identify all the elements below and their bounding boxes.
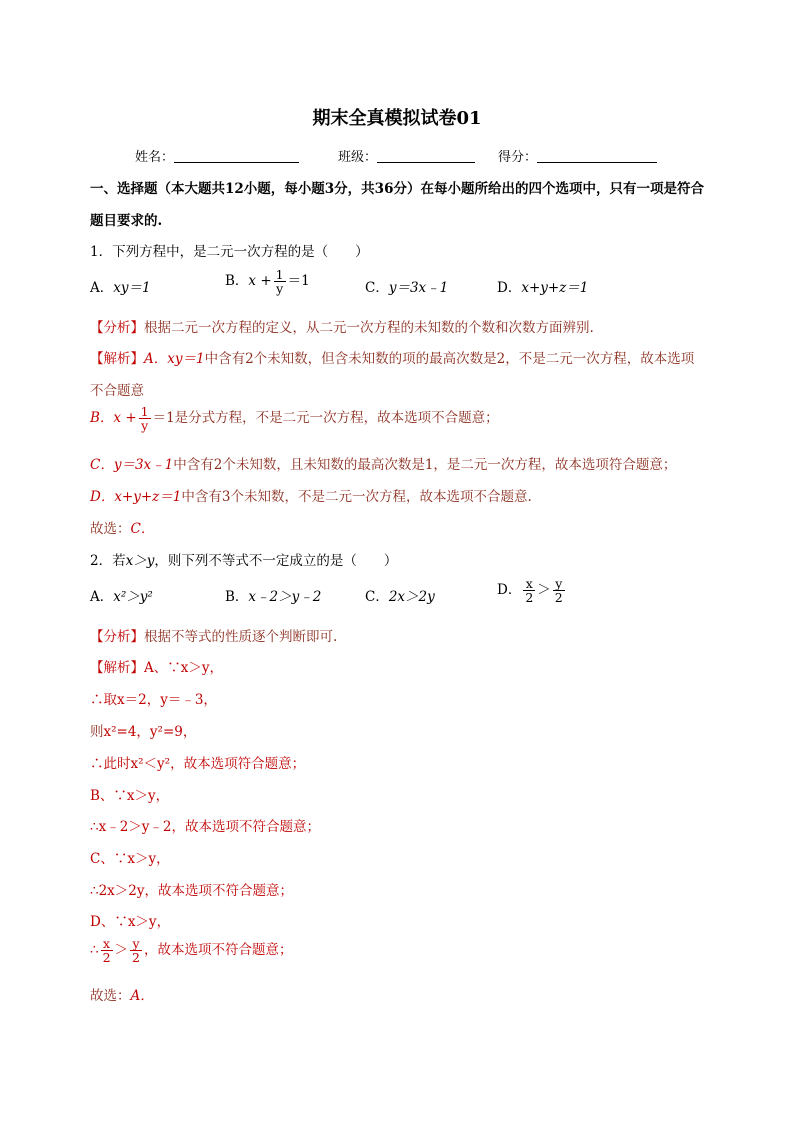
q1-option-a: A．xy＝1 [90,280,151,296]
q1-solution-b: B．x + $\frac{1}{y}$ ＝1是分式方程，不是二元一次方程，故本选项不合题意； [90,404,499,433]
class-blank[interactable] [377,148,475,163]
name-blank[interactable] [174,148,299,163]
q2-solution-3: 则x²=4，y²=9， [90,724,197,740]
class-field [338,146,475,165]
q2-solution-2: ∴取x＝2，y＝﹣3， [90,692,217,708]
q2-solution-8: ∴2x＞2y，故本选项不符合题意； [90,883,294,899]
q2-answer: 故选：A． [90,988,154,1004]
name-label: 姓名： [135,150,175,165]
page-title: 期末全真模拟试卷01 [312,108,482,129]
q2-option-a: A．x²＞y² [90,589,153,605]
q2-analysis: 【分析】根据不等式的性质逐个判断即可. [90,629,338,645]
q2-solution-1: 【解析】A、∵x＞y， [90,660,223,676]
class-label: 班级： [338,150,378,165]
q2-solution-6: ∴x﹣2＞y﹣2，故本选项不符合题意； [90,819,321,835]
score-label: 得分： [498,150,538,165]
analysis-tag: 【分析】 [90,320,144,336]
q1-solution-a-cont: 不合题意 [90,383,144,399]
q2-option-d-fraction-y: $\frac{y}{2}$ [554,576,563,605]
q1-option-b: B．x + $\frac{1}{y}$ ＝1 [225,267,310,296]
section-heading-line2: 题目要求的. [90,213,163,229]
q2-solution-fraction-y: $\frac{y}{2}$ [132,936,140,965]
q1-solution-a: 【解析】A．xy＝1中含有2个未知数，但含未知数的项的最高次数是2，不是二元一次方程，故本选项 [90,351,695,367]
q2-option-c: C．2x＞2y [365,589,435,605]
q1-solution-d: D．x+y+z＝1中含有3个未知数，不是二元一次方程，故本选项不合题意. [90,489,532,505]
q2-solution-5: B、∵x＞y， [90,788,170,804]
q1-answer: 故选：C． [90,521,155,537]
name-field [135,146,299,165]
q2-solution-9: D、∵x＞y， [90,914,171,930]
q1-stem: 1．下列方程中，是二元一次方程的是（ ） [90,244,369,260]
q2-solution-10: ∴ $\frac{x}{2}$ ＞ $\frac{y}{2}$ ，故本选项不符合题意； [90,936,293,965]
q2-option-b: B．x﹣2＞y﹣2 [225,589,322,605]
q1-analysis: 【分析】根据二元一次方程的定义，从二元一次方程的未知数的个数和次数方面辨别. [90,320,594,336]
q1-option-b-fraction: $\frac{1}{y}$ [275,267,284,296]
q2-solution-fraction-x: $\frac{x}{2}$ [102,936,111,965]
q2-solution-4: ∴此时x²＜y²，故本选项符合题意； [90,756,306,772]
score-field [498,146,657,165]
q2-option-d-fraction-x: $\frac{x}{2}$ [525,576,534,605]
q2-option-d: D． $\frac{x}{2}$ ＞ $\frac{y}{2}$ [497,576,563,605]
q1-solution-b-fraction: $\frac{1}{y}$ [140,404,149,433]
q1-solution-c: C．y＝3x﹣1中含有2个未知数，且未知数的最高次数是1，是二元一次方程，故本选项符合题意； [90,457,677,473]
q1-option-c: C．y＝3x﹣1 [365,280,449,296]
q2-solution-7: C、∵x＞y， [90,851,170,867]
q1-option-d: D．x+y+z＝1 [497,280,589,296]
score-blank[interactable] [537,148,657,163]
section-heading-line1: 一、选择题（本大题共12小题，每小题3分，共36分）在每小题所给出的四个选项中，只有一项是符合 [90,181,704,197]
q2-stem: 2．若x＞y，则下列不等式不一定成立的是（ ） [90,553,398,569]
solution-tag: 【解析】 [90,351,144,367]
